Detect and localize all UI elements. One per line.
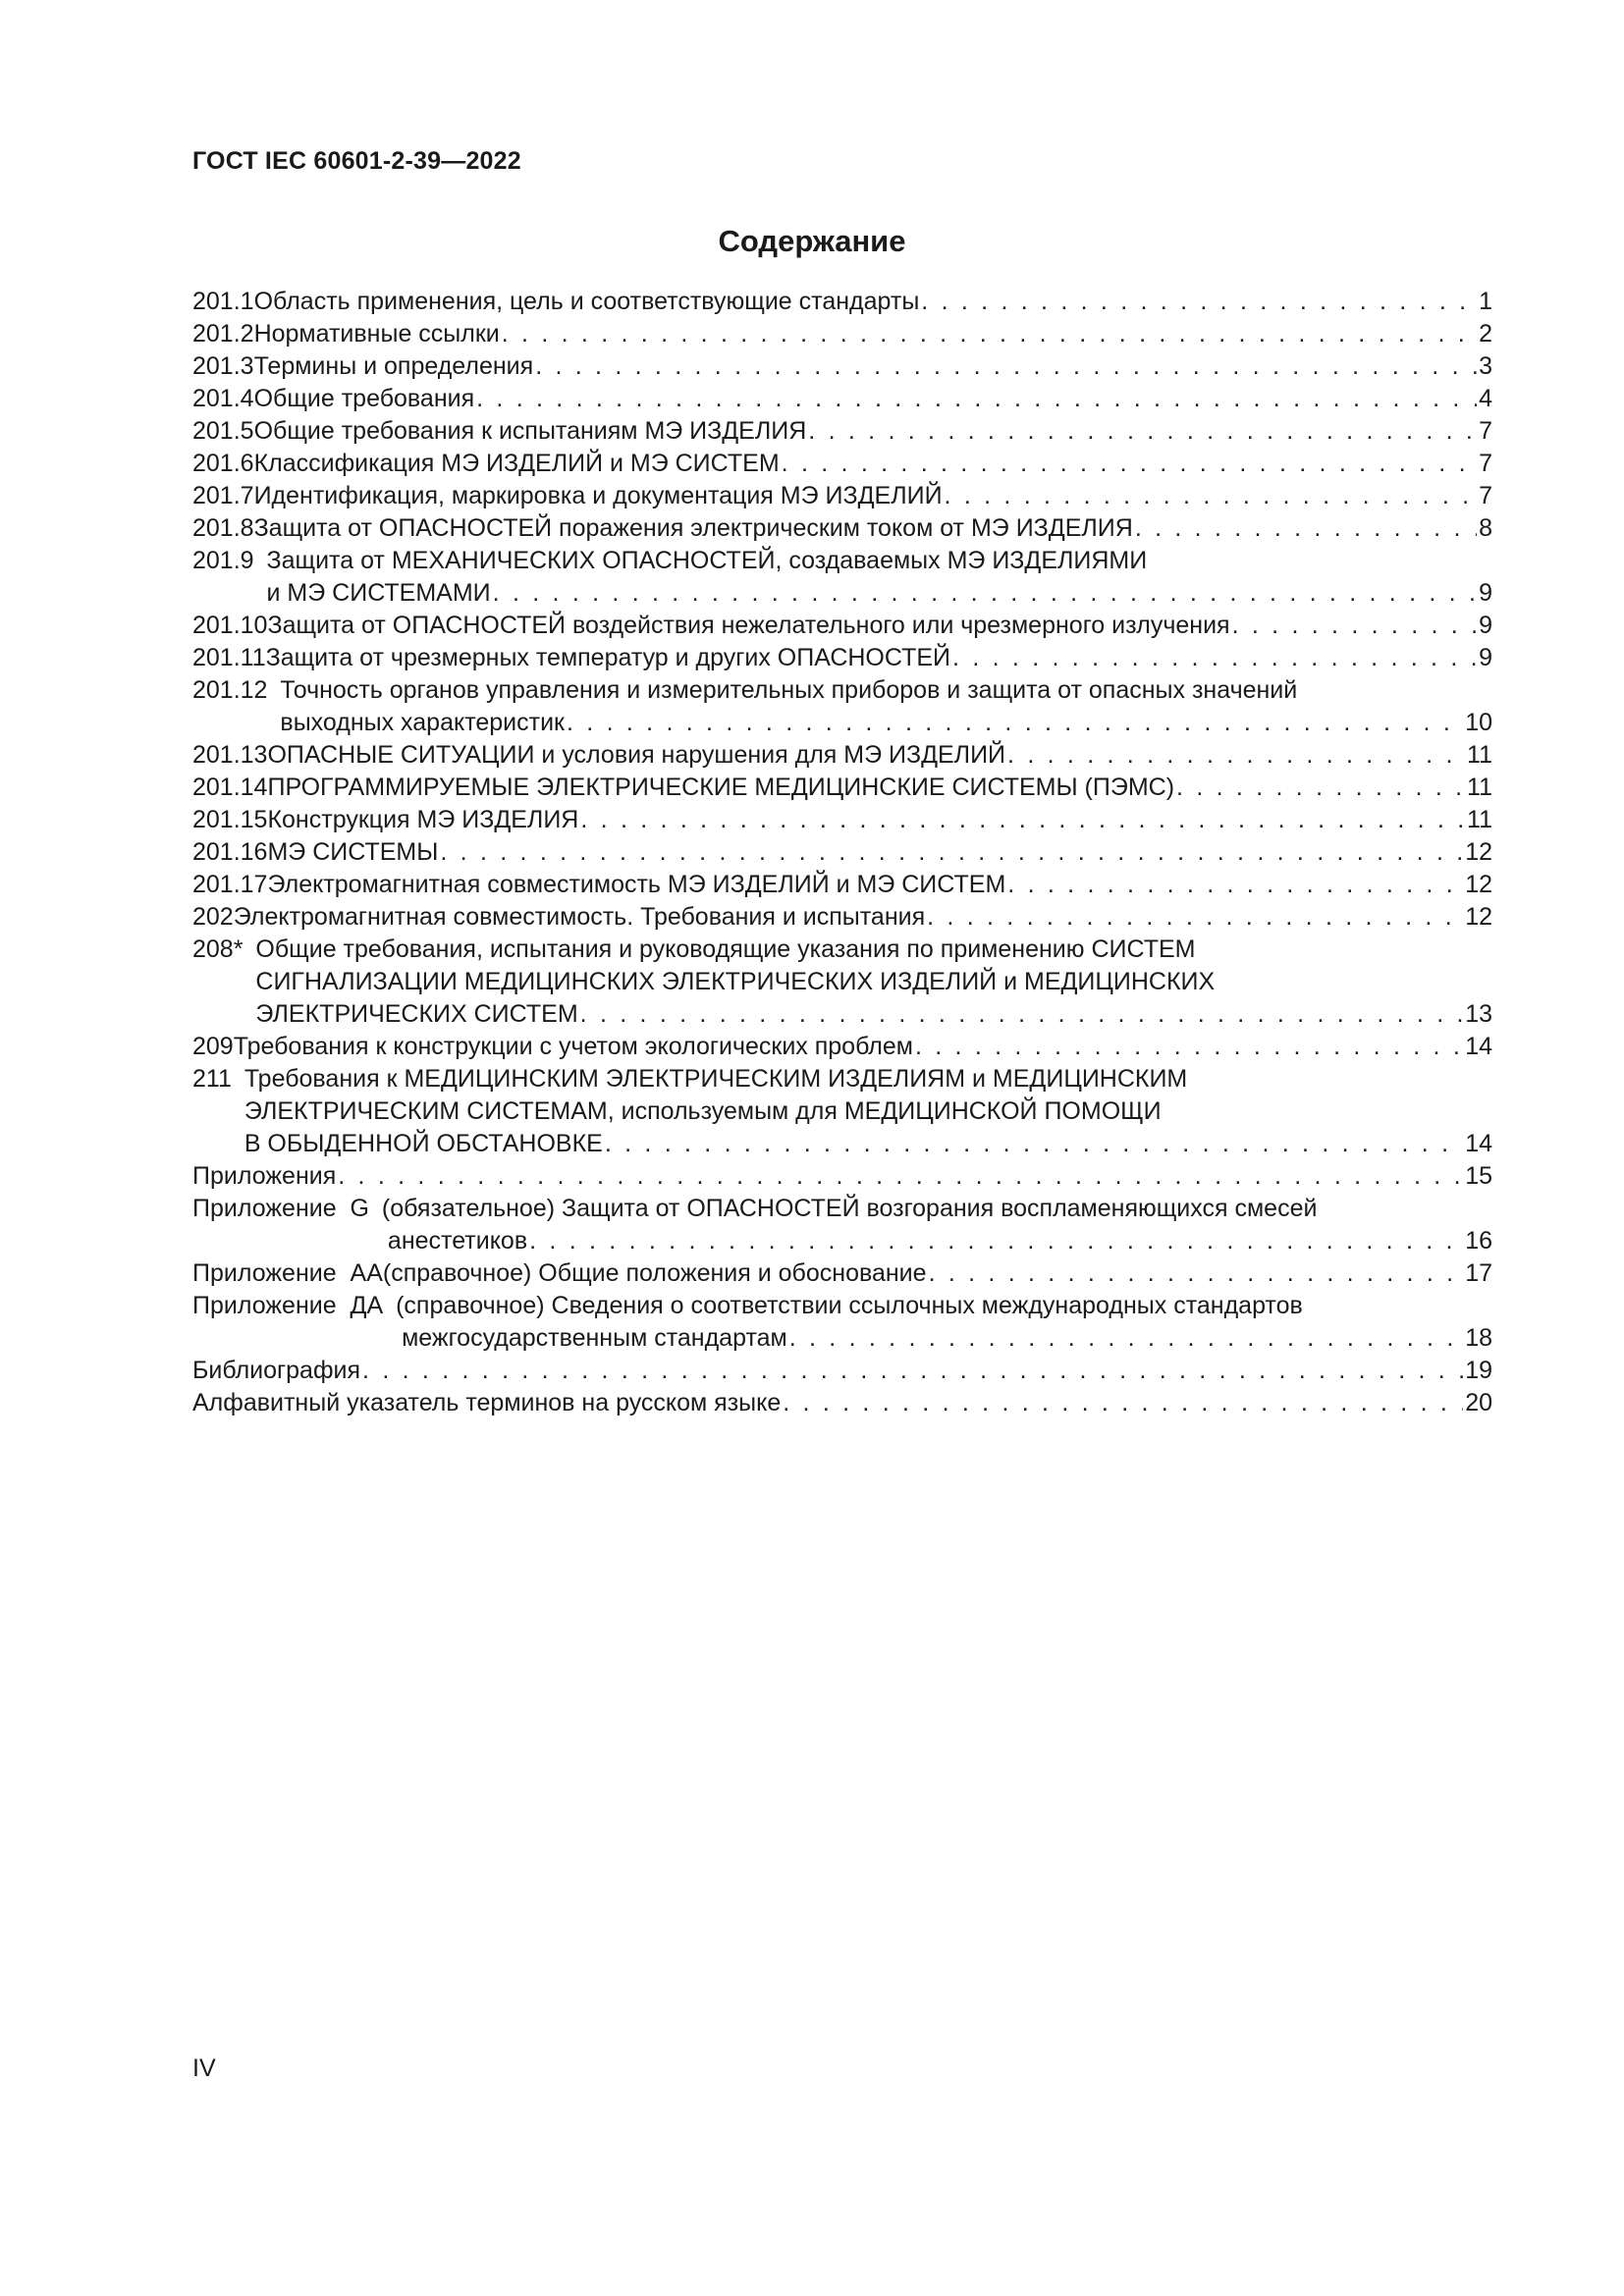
toc-entry-title: Общие требования к испытаниям МЭ ИЗДЕЛИЯ bbox=[253, 417, 807, 445]
dot-leader bbox=[476, 383, 1477, 415]
toc-line bbox=[192, 934, 1492, 966]
toc-entry-title: Точность органов управления и измерительных приборов и защита от опасных значений bbox=[280, 676, 1298, 704]
dot-leader bbox=[921, 286, 1477, 318]
toc-page-number: 2 bbox=[1479, 320, 1492, 347]
toc-entry-number: 201.17 bbox=[192, 871, 268, 898]
toc-entry-title: В ОБЫДЕННОЙ ОБСТАНОВКЕ bbox=[244, 1130, 603, 1157]
toc-entry[interactable] bbox=[192, 415, 1492, 448]
dot-leader bbox=[927, 901, 1463, 934]
toc-entry[interactable] bbox=[192, 642, 1492, 674]
toc-entry[interactable] bbox=[192, 934, 1492, 1031]
toc-page-number: 9 bbox=[1479, 579, 1492, 607]
toc-title: Содержание bbox=[718, 224, 906, 258]
toc-entry[interactable] bbox=[192, 1355, 1492, 1387]
toc-page-number: 19 bbox=[1465, 1357, 1492, 1384]
toc-entry[interactable] bbox=[192, 480, 1492, 512]
toc-page-number: 3 bbox=[1479, 352, 1492, 380]
toc-line bbox=[192, 286, 1492, 318]
toc-entry[interactable] bbox=[192, 1290, 1492, 1355]
toc-page-number: 16 bbox=[1465, 1227, 1492, 1255]
toc-page-number: 20 bbox=[1465, 1389, 1492, 1416]
toc-entry-number: 201.15 bbox=[192, 806, 268, 833]
toc-line bbox=[192, 1128, 1492, 1160]
toc-entry-number: Приложение АА bbox=[192, 1259, 383, 1287]
toc-entry-number: 201.11 bbox=[192, 644, 266, 671]
toc-entry-number: 201.13 bbox=[192, 741, 268, 769]
toc-entry-title: Защита от МЕХАНИЧЕСКИХ ОПАСНОСТЕЙ, создаваемых МЭ ИЗДЕЛИЯМИ bbox=[266, 547, 1148, 574]
toc-entry[interactable] bbox=[192, 383, 1492, 415]
toc-page-number: 7 bbox=[1479, 417, 1492, 445]
toc-page-number: 17 bbox=[1465, 1259, 1492, 1287]
toc-page-number: 12 bbox=[1465, 871, 1492, 898]
dot-leader bbox=[440, 836, 1463, 869]
toc-line bbox=[192, 1031, 1492, 1063]
toc-entry[interactable] bbox=[192, 318, 1492, 350]
toc-entry-title: ЭЛЕКТРИЧЕСКИМ СИСТЕМАМ, используемым для МЕДИЦИНСКОЙ ПОМОЩИ bbox=[244, 1097, 1162, 1125]
toc-line bbox=[192, 836, 1492, 869]
toc-page-number: 11 bbox=[1467, 806, 1492, 833]
toc-page-number: 12 bbox=[1465, 838, 1492, 866]
toc-line bbox=[192, 610, 1492, 642]
toc-entry-title: Термины и определения bbox=[253, 352, 534, 380]
toc-line bbox=[192, 415, 1492, 448]
toc-line bbox=[192, 383, 1492, 415]
toc-line bbox=[192, 772, 1492, 804]
toc-entry[interactable] bbox=[192, 869, 1492, 901]
dot-leader bbox=[945, 480, 1478, 512]
toc-entry-title: ПРОГРАММИРУЕМЫЕ ЭЛЕКТРИЧЕСКИЕ МЕДИЦИНСКИЕ СИСТЕМЫ (ПЭМС) bbox=[267, 774, 1175, 801]
toc-line bbox=[192, 318, 1492, 350]
toc-entry[interactable] bbox=[192, 1387, 1492, 1419]
toc-entry-number: 201.1 bbox=[192, 288, 254, 315]
toc-entry-number: 201.14 bbox=[192, 774, 268, 801]
toc-entry-title: СИГНАЛИЗАЦИИ МЕДИЦИНСКИХ ЭЛЕКТРИЧЕСКИХ ИЗДЕЛИЙ и МЕДИЦИНСКИХ bbox=[255, 968, 1216, 995]
toc-entry-title: выходных характеристик bbox=[280, 709, 565, 736]
toc-line bbox=[192, 998, 1492, 1031]
dot-leader bbox=[580, 804, 1465, 836]
dot-leader bbox=[1135, 512, 1477, 545]
dot-leader bbox=[929, 1257, 1464, 1290]
table-of-contents bbox=[192, 286, 1492, 1419]
toc-line bbox=[192, 707, 1492, 739]
toc-line bbox=[192, 1257, 1492, 1290]
toc-entry[interactable] bbox=[192, 1063, 1492, 1160]
toc-line bbox=[192, 642, 1492, 674]
toc-line bbox=[192, 545, 1492, 577]
dot-leader bbox=[789, 1322, 1463, 1355]
toc-page-number: 12 bbox=[1465, 903, 1492, 931]
toc-entry-title: Защита от чрезмерных температур и других ОПАСНОСТЕЙ bbox=[265, 644, 951, 671]
toc-page-number: 18 bbox=[1465, 1324, 1492, 1352]
dot-leader bbox=[567, 707, 1463, 739]
toc-page-number: 4 bbox=[1479, 385, 1492, 412]
dot-leader bbox=[502, 318, 1477, 350]
toc-page-number: 1 bbox=[1479, 288, 1492, 315]
toc-entry-title: анестетиков bbox=[387, 1227, 528, 1255]
dot-leader bbox=[493, 577, 1477, 610]
toc-entry-title: ОПАСНЫЕ СИТУАЦИИ и условия нарушения для МЭ ИЗДЕЛИЙ bbox=[267, 741, 1006, 769]
toc-line bbox=[192, 512, 1492, 545]
toc-entry-title: (обязательное) Защита от ОПАСНОСТЕЙ возгорания воспламеняющихся смесей bbox=[381, 1195, 1318, 1222]
toc-entry-title: Библиография bbox=[192, 1357, 361, 1384]
toc-page-number: 9 bbox=[1479, 644, 1492, 671]
toc-entry[interactable] bbox=[192, 350, 1492, 383]
toc-entry-title: и МЭ СИСТЕМАМИ bbox=[266, 579, 491, 607]
toc-line bbox=[192, 577, 1492, 610]
toc-page-number: 11 bbox=[1467, 774, 1492, 801]
dot-leader bbox=[808, 415, 1477, 448]
toc-line bbox=[192, 350, 1492, 383]
toc-page-number: 14 bbox=[1465, 1130, 1492, 1157]
toc-entry-title: Алфавитный указатель терминов на русском языке bbox=[192, 1389, 782, 1416]
dot-leader bbox=[529, 1225, 1463, 1257]
toc-entry[interactable] bbox=[192, 901, 1492, 934]
toc-entry-title: Общие требования bbox=[253, 385, 475, 412]
toc-page-number: 14 bbox=[1465, 1033, 1492, 1060]
toc-entry-title: Общие требования, испытания и руководящие указания по применению СИСТЕМ bbox=[255, 935, 1196, 963]
toc-entry-title: Электромагнитная совместимость МЭ ИЗДЕЛИЙ и МЭ СИСТЕМ bbox=[267, 871, 1006, 898]
toc-line bbox=[192, 674, 1492, 707]
toc-entry-number: 201.10 bbox=[192, 612, 268, 639]
dot-leader bbox=[783, 1387, 1463, 1419]
toc-entry-number: Приложение ДА bbox=[192, 1292, 384, 1319]
toc-entry-title: ЭЛЕКТРИЧЕСКИХ СИСТЕМ bbox=[255, 1000, 578, 1028]
toc-entry-title: Электромагнитная совместимость. Требования и испытания bbox=[233, 903, 926, 931]
toc-entry-number: Приложение G bbox=[192, 1195, 369, 1222]
toc-page-number: 7 bbox=[1479, 482, 1492, 509]
toc-entry-title: Конструкция МЭ ИЗДЕЛИЯ bbox=[267, 806, 579, 833]
toc-line bbox=[192, 804, 1492, 836]
dot-leader bbox=[952, 642, 1477, 674]
dot-leader bbox=[535, 350, 1477, 383]
toc-line bbox=[192, 739, 1492, 772]
toc-page-number: 9 bbox=[1479, 612, 1492, 639]
toc-entry[interactable] bbox=[192, 286, 1492, 318]
toc-page-number: 10 bbox=[1465, 709, 1492, 736]
toc-line bbox=[192, 1160, 1492, 1193]
toc-line bbox=[192, 1322, 1492, 1355]
toc-entry-number: 201.3 bbox=[192, 352, 254, 380]
toc-entry-title: Защита от ОПАСНОСТЕЙ воздействия нежелательного или чрезмерного излучения bbox=[267, 612, 1230, 639]
toc-line bbox=[192, 1355, 1492, 1387]
toc-entry-number: 201.9 bbox=[192, 547, 254, 574]
toc-entry[interactable] bbox=[192, 1160, 1492, 1193]
toc-entry-number: 201.5 bbox=[192, 417, 254, 445]
toc-line bbox=[192, 869, 1492, 901]
toc-page-number: 8 bbox=[1479, 514, 1492, 542]
dot-leader bbox=[915, 1031, 1463, 1063]
toc-entry-title: (справочное) Сведения о соответствии ссылочных международных стандартов bbox=[396, 1292, 1303, 1319]
toc-line bbox=[192, 480, 1492, 512]
dot-leader bbox=[338, 1160, 1463, 1193]
toc-line bbox=[192, 1387, 1492, 1419]
standard-designation: ГОСТ IEC 60601-2-39—2022 bbox=[192, 147, 521, 175]
toc-entry[interactable] bbox=[192, 1031, 1492, 1063]
toc-line bbox=[192, 1225, 1492, 1257]
toc-entry-number: 201.2 bbox=[192, 320, 254, 347]
toc-entry[interactable] bbox=[192, 739, 1492, 772]
toc-entry-number: 201.7 bbox=[192, 482, 254, 509]
toc-line bbox=[192, 448, 1492, 480]
toc-entry[interactable] bbox=[192, 804, 1492, 836]
toc-entry-number: 201.8 bbox=[192, 514, 254, 542]
toc-entry[interactable] bbox=[192, 1193, 1492, 1257]
toc-entry-title: Требования к конструкции с учетом экологических проблем bbox=[233, 1033, 913, 1060]
toc-entry-number: 202 bbox=[192, 903, 234, 931]
toc-entry-title: Приложения bbox=[192, 1162, 337, 1190]
toc-entry-title: МЭ СИСТЕМЫ bbox=[267, 838, 439, 866]
toc-entry-title: межгосударственным стандартам bbox=[402, 1324, 787, 1352]
toc-entry-title: Идентификация, маркировка и документация МЭ ИЗДЕЛИЙ bbox=[253, 482, 943, 509]
toc-entry-number: 211 bbox=[192, 1065, 232, 1093]
toc-entry-title: Нормативные ссылки bbox=[253, 320, 500, 347]
toc-entry[interactable] bbox=[192, 836, 1492, 869]
dot-leader bbox=[605, 1128, 1463, 1160]
dot-leader bbox=[782, 448, 1477, 480]
toc-entry[interactable] bbox=[192, 674, 1492, 739]
toc-page-number: 11 bbox=[1467, 741, 1492, 769]
toc-entry-number: 208* bbox=[192, 935, 244, 963]
toc-page-number: 15 bbox=[1465, 1162, 1492, 1190]
dot-leader bbox=[1007, 739, 1465, 772]
toc-entry-number: 201.16 bbox=[192, 838, 268, 866]
toc-entry-title: Требования к МЕДИЦИНСКИМ ЭЛЕКТРИЧЕСКИМ ИЗДЕЛИЯМ и МЕДИЦИНСКИМ bbox=[244, 1065, 1188, 1093]
dot-leader bbox=[1007, 869, 1463, 901]
toc-line bbox=[192, 1290, 1492, 1322]
toc-entry[interactable] bbox=[192, 512, 1492, 545]
dot-leader bbox=[580, 998, 1464, 1031]
toc-entry[interactable] bbox=[192, 1257, 1492, 1290]
dot-leader bbox=[1176, 772, 1465, 804]
toc-entry-title: Классификация МЭ ИЗДЕЛИЙ и МЭ СИСТЕМ bbox=[253, 450, 780, 477]
toc-entry[interactable] bbox=[192, 772, 1492, 804]
toc-line bbox=[192, 1063, 1492, 1095]
toc-entry-number: 201.6 bbox=[192, 450, 254, 477]
toc-line bbox=[192, 1095, 1492, 1128]
toc-entry-number: 201.12 bbox=[192, 676, 268, 704]
toc-line bbox=[192, 1193, 1492, 1225]
toc-entry[interactable] bbox=[192, 545, 1492, 610]
toc-entry-title: Защита от ОПАСНОСТЕЙ поражения электрическим током от МЭ ИЗДЕЛИЯ bbox=[253, 514, 1133, 542]
toc-entry-number: 201.4 bbox=[192, 385, 254, 412]
toc-line bbox=[192, 966, 1492, 998]
toc-entry-title: Область применения, цель и соответствующие стандарты bbox=[253, 288, 920, 315]
toc-entry-title: (справочное) Общие положения и обоснование bbox=[382, 1259, 927, 1287]
dot-leader bbox=[362, 1355, 1463, 1387]
dot-leader bbox=[1232, 610, 1478, 642]
page-number: IV bbox=[192, 2055, 216, 2082]
toc-page-number: 13 bbox=[1465, 1000, 1492, 1028]
toc-entry[interactable] bbox=[192, 448, 1492, 480]
toc-entry[interactable] bbox=[192, 610, 1492, 642]
toc-line bbox=[192, 901, 1492, 934]
toc-entry-number: 209 bbox=[192, 1033, 234, 1060]
toc-page-number: 7 bbox=[1479, 450, 1492, 477]
